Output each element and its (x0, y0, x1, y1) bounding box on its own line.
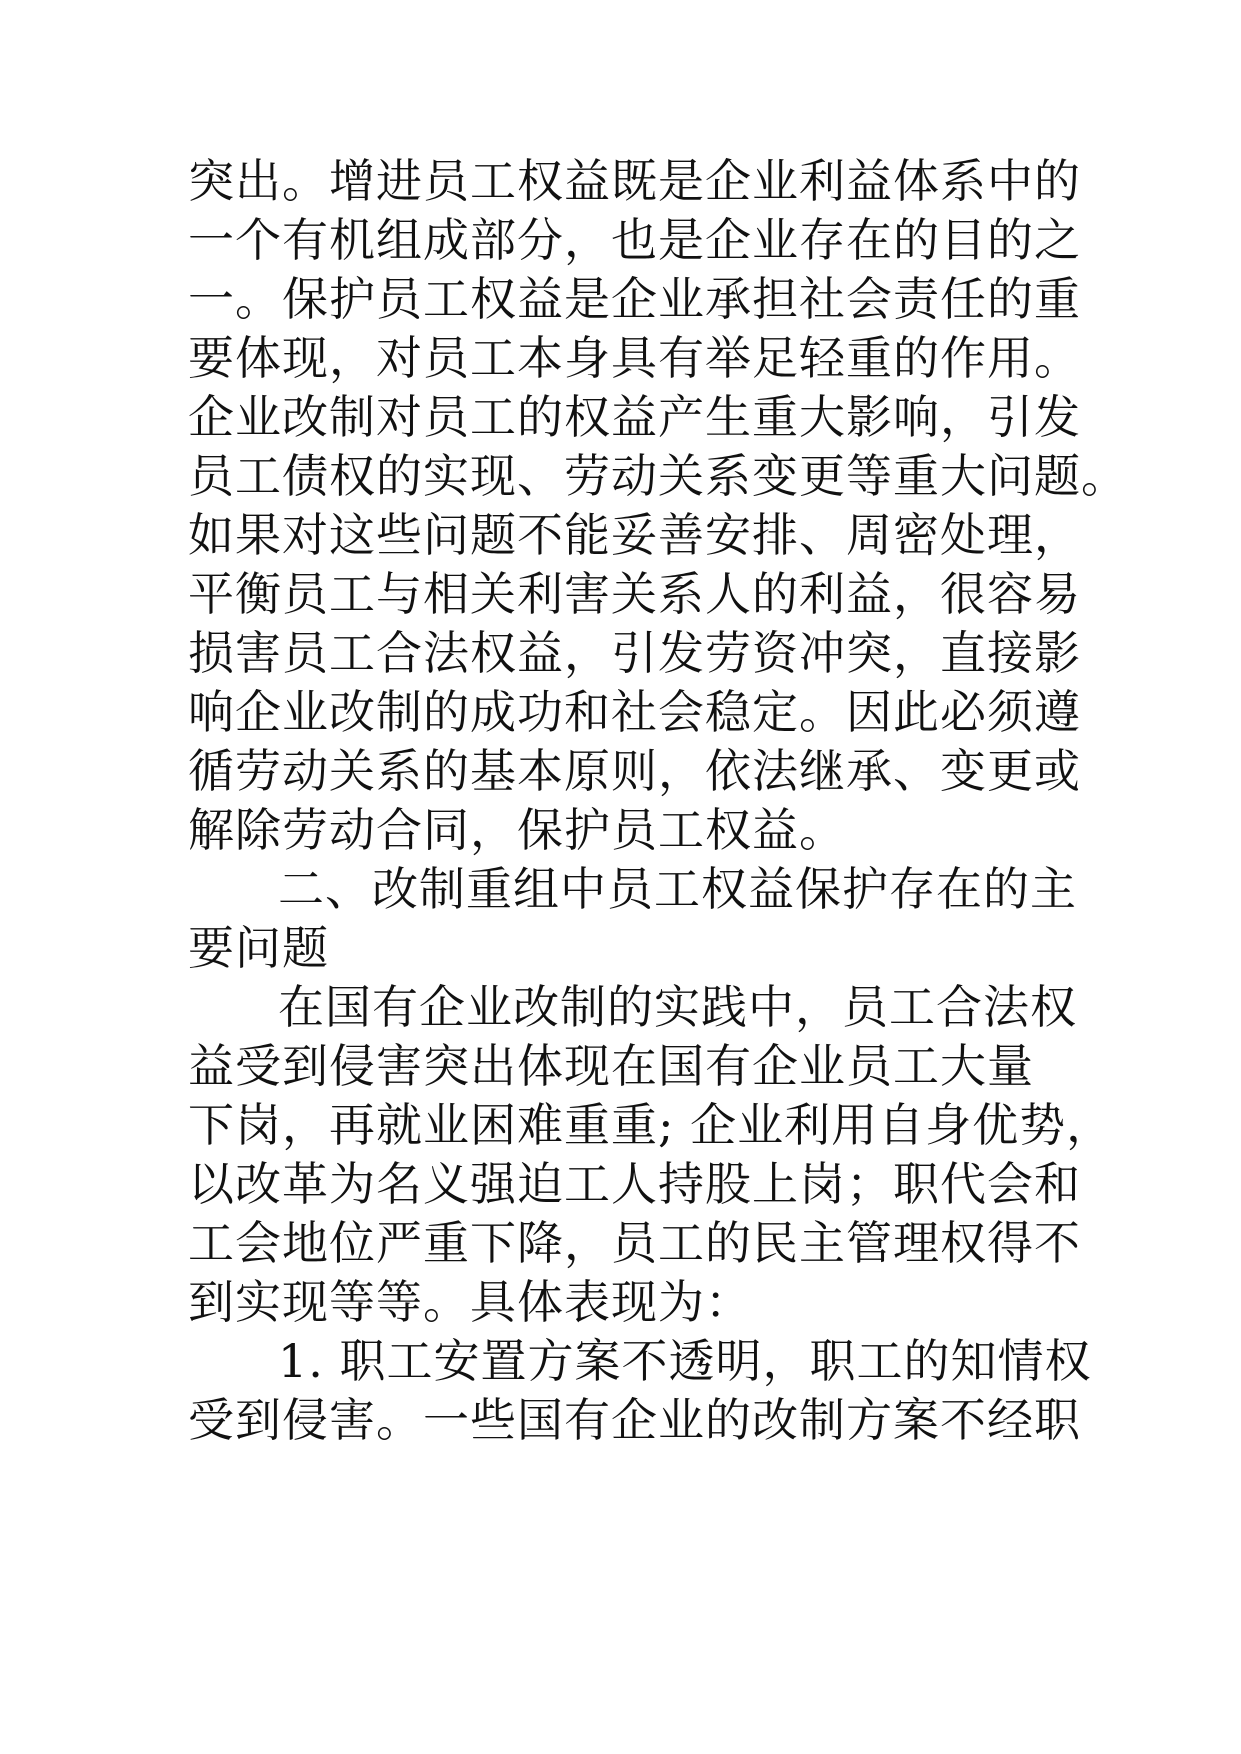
text-line: 二、改制重组中员工权益保护存在的主 (278, 862, 1077, 916)
text-line: 如果对这些问题不能妥善安排、周密处理， (188, 508, 1081, 562)
text-line: 到实现等等。具体表现为： (188, 1275, 752, 1329)
text-line: 受到侵害。一些国有企业的改制方案不经职 (188, 1393, 1081, 1447)
text-line: 一个有机组成部分，也是企业存在的目的之 (188, 213, 1081, 267)
text-line: 突出。增进员工权益既是企业利益体系中的 (188, 154, 1081, 208)
text-line: 解除劳动合同，保护员工权益。 (188, 803, 846, 857)
text-line: 一。保护员工权益是企业承担社会责任的重 (188, 272, 1081, 326)
text-line: 益受到侵害突出体现在国有企业员工大量 (188, 1039, 1034, 1093)
text-line: 企业改制对员工的权益产生重大影响，引发 (188, 390, 1081, 444)
text-line: 响企业改制的成功和社会稳定。因此必须遵 (188, 685, 1081, 739)
text-line: 循劳动关系的基本原则，依法继承、变更或 (188, 744, 1081, 798)
text-line: 损害员工合法权益，引发劳资冲突，直接影 (188, 626, 1081, 680)
text-line: 工会地位严重下降，员工的民主管理权得不 (188, 1216, 1081, 1270)
text-line: 要体现，对员工本身具有举足轻重的作用。 (188, 331, 1081, 385)
text-line: 1. 职工安置方案不透明，职工的知情权 (278, 1334, 1092, 1388)
text-line: 以改革为名义强迫工人持股上岗；职代会和 (188, 1157, 1081, 1211)
body-text (188, 152, 1128, 1450)
text-line: 平衡员工与相关利害关系人的利益，很容易 (188, 567, 1081, 621)
text-line: 员工债权的实现、劳动关系变更等重大问题。 (188, 449, 1128, 503)
text-line: 下岗，再就业困难重重; 企业利用自身优势， (188, 1098, 1114, 1152)
text-line: 要问题 (188, 921, 329, 975)
text-line: 在国有企业改制的实践中，员工合法权 (278, 980, 1077, 1034)
